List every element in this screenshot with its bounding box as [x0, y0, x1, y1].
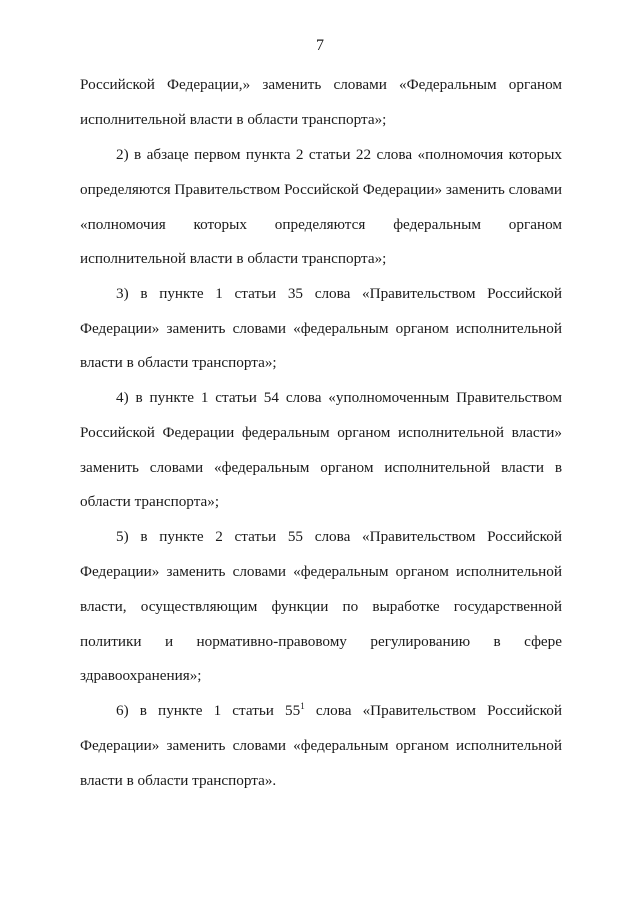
text-line: Федерации» заменить словами «федеральным органом исполнительной — [80, 320, 562, 337]
text-line: определяются Правительством Российской Федерации» заменить словами — [80, 181, 562, 198]
text-line: заменить словами «федеральным органом исполнительной власти в — [80, 459, 562, 476]
text-line: власти в области транспорта». — [80, 772, 277, 789]
text-segment: 6) в пункте 1 статьи 55 — [116, 702, 301, 719]
text-line: здравоохранения»; — [80, 667, 202, 684]
text-line: политики и нормативно-правовому регулированию в сфере — [80, 633, 562, 650]
text-line: области транспорта»; — [80, 493, 220, 510]
text-line: 5) в пункте 2 статьи 55 слова «Правительством Российской — [116, 528, 562, 545]
superscript-index: 1 — [300, 701, 305, 711]
text-line — [80, 700, 562, 722]
text-line: исполнительной власти в области транспорта»; — [80, 111, 387, 128]
text-line: Российской Федерации федеральным органом исполнительной власти» — [80, 424, 562, 441]
text-line: Федерации» заменить словами «федеральным органом исполнительной — [80, 737, 562, 754]
text-line: 4) в пункте 1 статьи 54 слова «уполномоченным Правительством — [116, 389, 562, 406]
text-line: Российской Федерации,» заменить словами «Федеральным органом — [80, 76, 562, 93]
text-line: «полномочия которых определяются федеральным органом — [80, 216, 562, 233]
text-line: власти в области транспорта»; — [80, 354, 277, 371]
text-line: исполнительной власти в области транспорта»; — [80, 250, 387, 267]
page-number: 7 — [316, 37, 324, 54]
text-line: 2) в абзаце первом пункта 2 статьи 22 слова «полномочия которых — [116, 146, 562, 163]
text-line: власти, осуществляющим функции по выработке государственной — [80, 598, 562, 615]
text-segment: слова «Правительством Российской — [304, 702, 562, 719]
text-line: Федерации» заменить словами «федеральным органом исполнительной — [80, 563, 562, 580]
text-line: 3) в пункте 1 статьи 35 слова «Правительством Российской — [116, 285, 562, 302]
